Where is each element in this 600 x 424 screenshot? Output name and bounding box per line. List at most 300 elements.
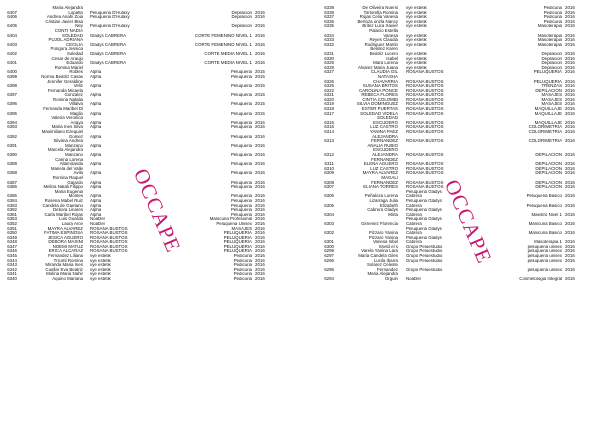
student-name: ESCUDERO (373, 119, 398, 125)
course-name: Peluqueria (231, 70, 252, 75)
record-year: 2016 (255, 32, 265, 38)
student-name: ESCUDERO (373, 147, 398, 153)
record-id: 6405 (7, 23, 17, 29)
course-name: Pedicuria (233, 272, 252, 277)
institution: NoaDel (406, 277, 421, 282)
student-name: Pongora Jessica (50, 46, 83, 52)
institution: Peluqueria Gladys (406, 208, 442, 213)
record-year: 2016 (255, 124, 265, 130)
record-id: 6383 (7, 202, 17, 208)
institution: vye estetik (90, 272, 111, 277)
record-id: 6400 (7, 69, 17, 75)
left-record-column (0, 6, 290, 282)
record-id: 6399 (7, 73, 17, 79)
record-year: 2016 (565, 152, 575, 157)
course-name: Depilacion (541, 61, 562, 66)
student-name: ELIANA TORRES (363, 184, 398, 190)
record-year: 2016 (255, 41, 265, 47)
course-name: Depilacion (231, 10, 252, 15)
student-name: FERNANDEZ (371, 138, 398, 144)
record-year: 2016 (255, 230, 265, 236)
course-name: DEPILACION (535, 162, 562, 167)
student-name: Cuellar Eva Beatriz (45, 266, 83, 272)
course-name: Peluqueria Basico (526, 203, 562, 208)
record-year: 2016 (565, 193, 575, 199)
institution: ROSANA BUSTOS (406, 166, 444, 171)
student-name: MAYRA ALVAREZ (362, 170, 398, 176)
record-year: 2016 (255, 152, 265, 157)
student-name: Gimenez Florencia (361, 220, 398, 226)
record-id: 6306 (324, 193, 334, 199)
student-name: JESICA AGUERO (47, 234, 83, 240)
student-name: Jennifer Geraldine (47, 78, 83, 84)
student-name: FATIMA ESPINOSA (44, 230, 83, 236)
institution: ROSANA BUSTOS (90, 235, 128, 240)
record-id: 6339 (324, 5, 334, 10)
institution: Alpha (90, 111, 102, 116)
record-id: 6312 (324, 152, 334, 157)
record-id: 6403 (7, 41, 17, 47)
record-id: 6384 (7, 197, 17, 203)
student-name: Isabel (386, 55, 398, 61)
institution: ROSANA BUSTOS (406, 153, 444, 157)
student-name: Villalva (69, 101, 83, 107)
record-id: 6304 (324, 211, 334, 217)
record-id: 6332 (324, 41, 334, 47)
record-id: 6328 (324, 64, 334, 70)
record-year: 2016 (565, 55, 575, 61)
course-name: CORTE MEDIA NIVEL 1 (204, 51, 252, 56)
institution: Alpha (90, 134, 102, 139)
record-id: 6381 (7, 211, 17, 217)
institution: ROSANA BUSTOS (90, 244, 128, 249)
record-id: 6386 (7, 184, 17, 190)
course-name: Peluqueria (231, 180, 252, 185)
institution: ROSANA BUSTOS (406, 102, 444, 107)
student-name: Beatriz Lucero (369, 50, 398, 56)
record-id: 6302 (324, 230, 334, 236)
record-year: 2016 (255, 271, 265, 277)
institution: ROSANA BUSTOS (406, 93, 444, 98)
student-name: Maria Alejandra (367, 271, 398, 277)
record-year: 2016 (565, 220, 575, 226)
record-row (300, 277, 590, 282)
course-name: MAQUILLAJE (534, 107, 562, 112)
record-year: 2016 (565, 96, 575, 102)
student-name: Reyes Claudia (369, 37, 398, 43)
institution: Gladys CABRERA (90, 42, 127, 47)
record-id: 6327 (324, 69, 334, 75)
student-name: Laura Arce (61, 220, 83, 226)
course-name: Maestro Nivel 1 (531, 212, 562, 217)
record-year: 2016 (255, 142, 265, 148)
institution: ROSANA BUSTOS (406, 120, 444, 125)
student-name: Maria Eugenia (54, 188, 83, 194)
course-name: PELUQUERIA (223, 249, 252, 254)
institution: vye estetik (406, 24, 427, 29)
institution: Grupo Peluestudio (406, 267, 443, 272)
institution: NoaDel (90, 217, 105, 222)
record-id: 6320 (324, 96, 334, 102)
student-name: Miranda Maria Ines (45, 262, 83, 268)
student-name: Vanesa Isbel (372, 239, 398, 245)
course-name: Pedicuria (543, 10, 562, 15)
student-name: Maximiliano Ezequiel (41, 129, 83, 135)
record-year: 2015 (255, 83, 265, 89)
student-name: MAYRA ALVAREZ (47, 225, 83, 231)
record-year: 2016 (255, 179, 265, 185)
course-name: Pedicuria (543, 19, 562, 24)
course-name: MASAJES (541, 97, 562, 102)
student-name: MAGALI (381, 174, 398, 180)
record-year: 2016 (565, 9, 575, 15)
student-name: Varela Yanina Lara (361, 248, 398, 254)
course-name: Manicuria Profesional (209, 217, 252, 222)
record-year: 2016 (565, 129, 575, 135)
student-name: SILVIA DOMINGUEZ (356, 101, 398, 107)
institution: Peluqueria Gladys (406, 189, 442, 194)
record-year: 2016 (255, 234, 265, 240)
record-year: 2016 (565, 266, 575, 272)
institution: ROSANA BUSTOS (406, 70, 444, 75)
institution: vye estetik (406, 19, 427, 24)
course-name: MASAJES (231, 226, 252, 231)
record-id: 6301 (324, 239, 334, 245)
record-id: 6309 (324, 170, 334, 176)
record-year: 2016 (255, 197, 265, 203)
course-name: Peluqueria Unisex (216, 221, 252, 226)
student-name: Valeria Veronica (51, 115, 83, 121)
record-id: 6353 (7, 216, 17, 222)
course-name: Peluqueria (231, 134, 252, 139)
institution: ROSANA BUSTOS (90, 249, 128, 254)
record-id: 6344 (7, 257, 17, 263)
record-year: 2016 (255, 202, 265, 208)
record-year: 2016 (565, 83, 575, 89)
student-name: Avila (73, 170, 83, 176)
record-id: 6343 (7, 262, 17, 268)
record-year: 2016 (255, 262, 265, 268)
student-name: Gonzalez (64, 92, 83, 98)
course-name: Masoterapia (537, 33, 562, 38)
institution: Alpha (90, 84, 102, 89)
record-year: 2016 (255, 216, 265, 222)
student-name: ERICA ALCARAZ (48, 248, 83, 254)
student-name: Molina Maria Nahir (46, 271, 83, 277)
student-name: Montes (68, 193, 83, 199)
course-name: DEPILACION (535, 171, 562, 176)
student-name: SOLEDAD (377, 115, 398, 121)
course-name: Peluqueria (231, 162, 252, 167)
record-id: 6315 (324, 124, 334, 130)
record-year: 2016 (255, 119, 265, 125)
student-name: Carina Lorena (55, 156, 83, 162)
record-row (0, 277, 290, 282)
student-name: Vanesa (383, 32, 398, 38)
student-name: CINTIA COLOMBI (362, 96, 398, 102)
record-id: 6404 (7, 32, 17, 38)
record-id: 6311 (324, 161, 334, 167)
record-id: 6313 (324, 138, 334, 144)
student-name: Manzano (64, 142, 83, 148)
record-id: 6340 (7, 276, 17, 282)
record-id: 6321 (324, 92, 334, 98)
student-name: Romina Mariel (54, 64, 83, 70)
course-name: TRENZAS (541, 84, 562, 89)
record-year: 2016 (255, 239, 265, 245)
record-id: 6322 (324, 87, 334, 93)
course-name: DEPILACION (535, 185, 562, 190)
record-id: 6310 (324, 165, 334, 171)
course-name: Masoterapia 1 (534, 240, 562, 245)
course-name: DEPILACION (535, 166, 562, 171)
course-name: Peluqueria (231, 208, 252, 213)
record-id: 6303 (324, 220, 334, 226)
record-year: 2016 (255, 170, 265, 176)
record-year: 2016 (565, 243, 575, 249)
record-year: 2015 (255, 69, 265, 75)
institution: Alpha (90, 153, 102, 157)
record-year: 2016 (565, 184, 575, 190)
record-id: 6325 (324, 83, 334, 89)
institution: vye estetik (90, 277, 111, 282)
student-name: Maria Candela Giles (358, 253, 398, 259)
institution: Alpha (90, 143, 102, 148)
course-name: COLORIMETRIA (528, 130, 562, 135)
course-name: Pedicuria (233, 277, 252, 282)
record-id: 6295 (324, 266, 334, 272)
institution: Grupo Peluestudio (406, 258, 443, 263)
student-name: Orguin (384, 276, 398, 282)
record-year: 2016 (255, 253, 265, 259)
record-id: 6300 (324, 243, 334, 249)
institution: vye estetik (406, 51, 427, 56)
course-name: CORTE MEDIA NIVEL 1 (204, 61, 252, 66)
record-year: 2016 (565, 124, 575, 130)
institution: Alpha (90, 162, 102, 167)
student-name: LUZ CASTRO (370, 124, 398, 130)
record-year: 2016 (255, 133, 265, 139)
institution: Peluqueria D'Hulaxy (90, 15, 130, 20)
watermark-left: OCCAPE (128, 165, 186, 257)
course-name: COLORIMETRIA (528, 125, 562, 130)
record-id: 6307 (324, 184, 334, 190)
institution: Peluqueria Gladys (406, 198, 442, 203)
student-name: CECILIA (65, 41, 83, 47)
record-year: 2016 (255, 207, 265, 213)
record-year: 2016 (255, 220, 265, 226)
course-name: Peluqueria (231, 74, 252, 79)
student-name: Fernandez Liliana (48, 253, 83, 259)
record-id: 6308 (324, 179, 334, 185)
institution: ROSANA BUSTOS (90, 226, 128, 231)
record-year: 2016 (255, 23, 265, 29)
student-name: YANINA PAEZ (369, 129, 398, 135)
institution: vye estetik (406, 61, 427, 66)
record-id: 6391 (7, 142, 17, 148)
course-name: Depilacion (231, 15, 252, 20)
record-id: 6393 (7, 124, 17, 130)
student-name: Lucila Ibarra (373, 257, 398, 263)
record-year: 2016 (565, 50, 575, 56)
record-year: 2016 (565, 161, 575, 167)
institution: Cabrera (406, 194, 422, 199)
institution: Alpha (90, 198, 102, 203)
course-name: Peluqueria (231, 111, 252, 116)
student-name: Mara Lorena (373, 60, 398, 66)
course-name: peluqueria unisex (527, 267, 562, 272)
course-name: peluqueria unisex (527, 254, 562, 259)
course-name: Peluqueria (231, 153, 252, 157)
institution: Peluqueria Gladys (406, 235, 442, 240)
institution: Alpha (90, 70, 102, 75)
course-name: Depilacion (541, 65, 562, 70)
institution: Cabrera (406, 221, 422, 226)
record-year: 2016 (565, 179, 575, 185)
record-year: 2016 (565, 78, 575, 84)
student-name: SUSANA BRITOS (362, 83, 398, 89)
institution: Peluqueria Gladys (406, 226, 442, 231)
student-name: CAROLINA PONCE (358, 87, 398, 93)
record-id: 6392 (7, 133, 17, 139)
record-year: 2016 (565, 5, 575, 10)
student-name: Cabrera Gladys (367, 207, 398, 213)
record-year: 2016 (255, 184, 265, 190)
student-name: Mirta (388, 211, 398, 217)
record-id: 6385 (7, 193, 17, 199)
institution: ROSANA BUSTOS (406, 185, 444, 190)
record-id: 6333 (324, 37, 334, 43)
student-name: Gomez (68, 133, 83, 139)
institution: vye estetik (90, 254, 111, 259)
course-name: MASAJES (541, 102, 562, 107)
student-name: Pizzaro Yanina (368, 234, 398, 240)
record-id: 6395 (7, 110, 17, 116)
student-name: Altamiranda (59, 161, 83, 167)
institution: Gladys CABRERA (90, 51, 127, 56)
course-name: peluqueria unisex (527, 249, 562, 254)
student-name: DEBORA MASINI (48, 239, 83, 245)
student-name: Soledad (66, 50, 83, 56)
record-id: 6336 (324, 18, 334, 24)
institution: Alpha (90, 102, 102, 107)
institution: ROSANA BUSTOS (90, 240, 128, 245)
record-id: 6314 (324, 129, 334, 135)
institution: ROSANA BUSTOS (406, 171, 444, 176)
student-name: FERNANDEZ (371, 156, 398, 162)
institution: Grupo Peluestudio (406, 244, 443, 249)
student-name: Aquino Mariana (52, 276, 83, 282)
record-year: 2016 (565, 170, 575, 176)
student-name: NOEMI MATUZ (52, 243, 83, 249)
record-year: 2016 (565, 32, 575, 38)
student-name: ANALIA RUBIO (367, 142, 398, 148)
institution: Alpha (90, 120, 102, 125)
record-year: 2016 (255, 50, 265, 56)
record-year: 2016 (565, 101, 575, 107)
institution: vye estetik (406, 6, 427, 10)
institution: Alpha (90, 212, 102, 217)
student-name: Ney (75, 23, 83, 29)
course-name: CORTE FEMENINO NIVEL 1 (194, 42, 252, 47)
record-id: 6407 (7, 9, 17, 15)
student-name: Rojas Celia Vanesa (359, 14, 398, 20)
student-name: Carla Maribel Rojas (44, 211, 83, 217)
student-name: REBECA FLORES (361, 92, 398, 98)
record-year: 2016 (565, 165, 575, 171)
course-name: PELUQUERIA (223, 244, 252, 249)
student-name: Sneld el s (378, 243, 398, 249)
student-name: Robles (69, 69, 83, 75)
record-id: 6342 (7, 266, 17, 272)
course-name: Peluqueria (231, 198, 252, 203)
student-name: Candela de Gaetano (42, 202, 83, 208)
record-year: 2016 (255, 211, 265, 217)
record-id: 6345 (7, 253, 17, 259)
course-name: CORTE FEMENINO NIVEL 1 (194, 33, 252, 38)
record-id: 6351 (7, 225, 17, 231)
institution: Cabrera (406, 240, 422, 245)
course-name: Pedicuria (233, 263, 252, 268)
record-year: 2016 (565, 276, 575, 282)
student-name: SOLEDAD VIDELA (360, 110, 398, 116)
institution: ROSANA BUSTOS (406, 180, 444, 185)
record-id: 6338 (324, 9, 334, 15)
student-name: Solarez Celeste (367, 262, 398, 268)
student-name: Alvarez Maria Juana (357, 64, 398, 70)
student-name: ALEJANDRA (372, 152, 398, 157)
student-name: NATASHA (377, 73, 398, 79)
institution: Alpha (90, 180, 102, 185)
student-name: Cesar de Araujo (51, 55, 83, 61)
student-name: SOLEDAD (62, 32, 83, 38)
institution: vye estetik (406, 10, 427, 15)
course-name: Peluqueria (231, 120, 252, 125)
student-name: Elizabeth (379, 202, 398, 208)
institution: Alpha (90, 194, 102, 199)
student-name: Marcela Alejandra (47, 147, 83, 153)
institution: Peluqueria Gladys (406, 217, 442, 222)
student-name: Tortorella Romina (363, 9, 398, 15)
course-name: PELUQUERIA (223, 235, 252, 240)
student-name: Britez Luca Xavier (362, 23, 398, 29)
student-name: Silvana Andrea (53, 138, 83, 144)
course-name: PELUQUERIA (533, 79, 562, 84)
record-year: 2016 (565, 18, 575, 24)
student-name: CHAVARRIA (373, 78, 398, 84)
course-name: Cosmetologia Integral (519, 277, 562, 282)
record-year: 2016 (565, 106, 575, 112)
record-id: 6398 (7, 83, 17, 89)
student-name: Anaya (70, 119, 83, 125)
record-id: 6319 (324, 101, 334, 107)
course-name: Peluqueria Basico (526, 194, 562, 199)
course-name: Peluqueria (231, 203, 252, 208)
record-year: 2016 (565, 87, 575, 93)
record-id: 6346 (7, 248, 17, 254)
student-name: PUJOL ADRIANA (48, 37, 83, 43)
institution: vye estetik (90, 267, 111, 272)
record-year: 2016 (255, 9, 265, 15)
record-year: 2016 (565, 41, 575, 47)
record-id: 6394 (7, 119, 17, 125)
course-name: Pedicuria (233, 254, 252, 259)
record-id: 6401 (7, 60, 17, 66)
record-year: 2016 (565, 14, 575, 20)
institution: vye estetik (406, 33, 427, 38)
course-name: Peluqueria (231, 185, 252, 190)
record-year: 2016 (255, 248, 265, 254)
